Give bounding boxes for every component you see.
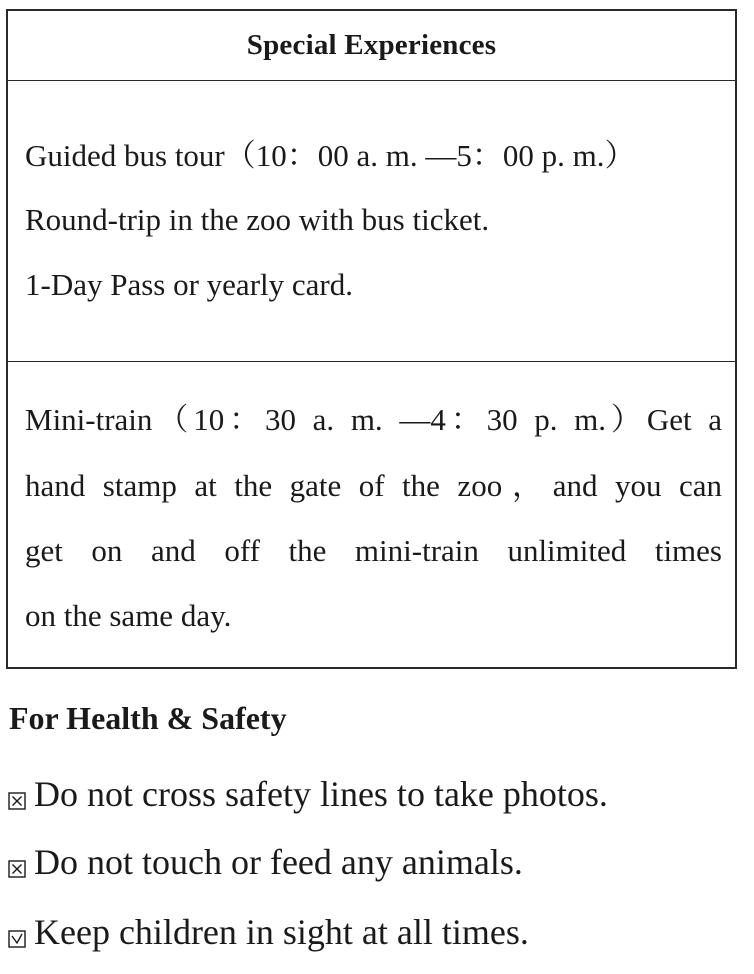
safety-rule — [8, 914, 529, 950]
mini-train-line-3: get on and off the mini-train unlimited times — [25, 533, 722, 568]
bus-tour-line-1: Guided bus tour（10：00 a. m. —5：00 p. m.） — [25, 138, 636, 173]
health-safety-title: For Health & Safety — [9, 700, 287, 736]
safety-rule — [8, 844, 523, 880]
safety-rule — [8, 776, 608, 812]
check-box-icon — [8, 930, 26, 948]
bus-tour-line-2: Round-trip in the zoo with bus ticket. — [25, 202, 490, 237]
special-experiences-card — [6, 9, 737, 669]
safety-rule-text: Do not cross safety lines to take photos. — [34, 774, 608, 814]
safety-rule-text: Keep children in sight at all times. — [34, 912, 529, 952]
x-box-icon — [8, 860, 26, 878]
mini-train-line-4: on the same day. — [25, 598, 232, 633]
bus-tour-section — [8, 81, 735, 362]
mini-train-line-2: hand stamp at the gate of the zoo，and you can — [25, 468, 722, 503]
mini-train-section — [8, 362, 735, 667]
safety-rule-text: Do not touch or feed any animals. — [34, 842, 523, 882]
mini-train-line-1: Mini-train（10：30 a. m. —4：30 p. m.）Get a — [25, 402, 722, 437]
card-title: Special Experiences — [246, 29, 497, 61]
card-header — [8, 11, 735, 81]
x-box-icon — [8, 792, 26, 810]
bus-tour-line-3: 1-Day Pass or yearly card. — [25, 267, 353, 302]
